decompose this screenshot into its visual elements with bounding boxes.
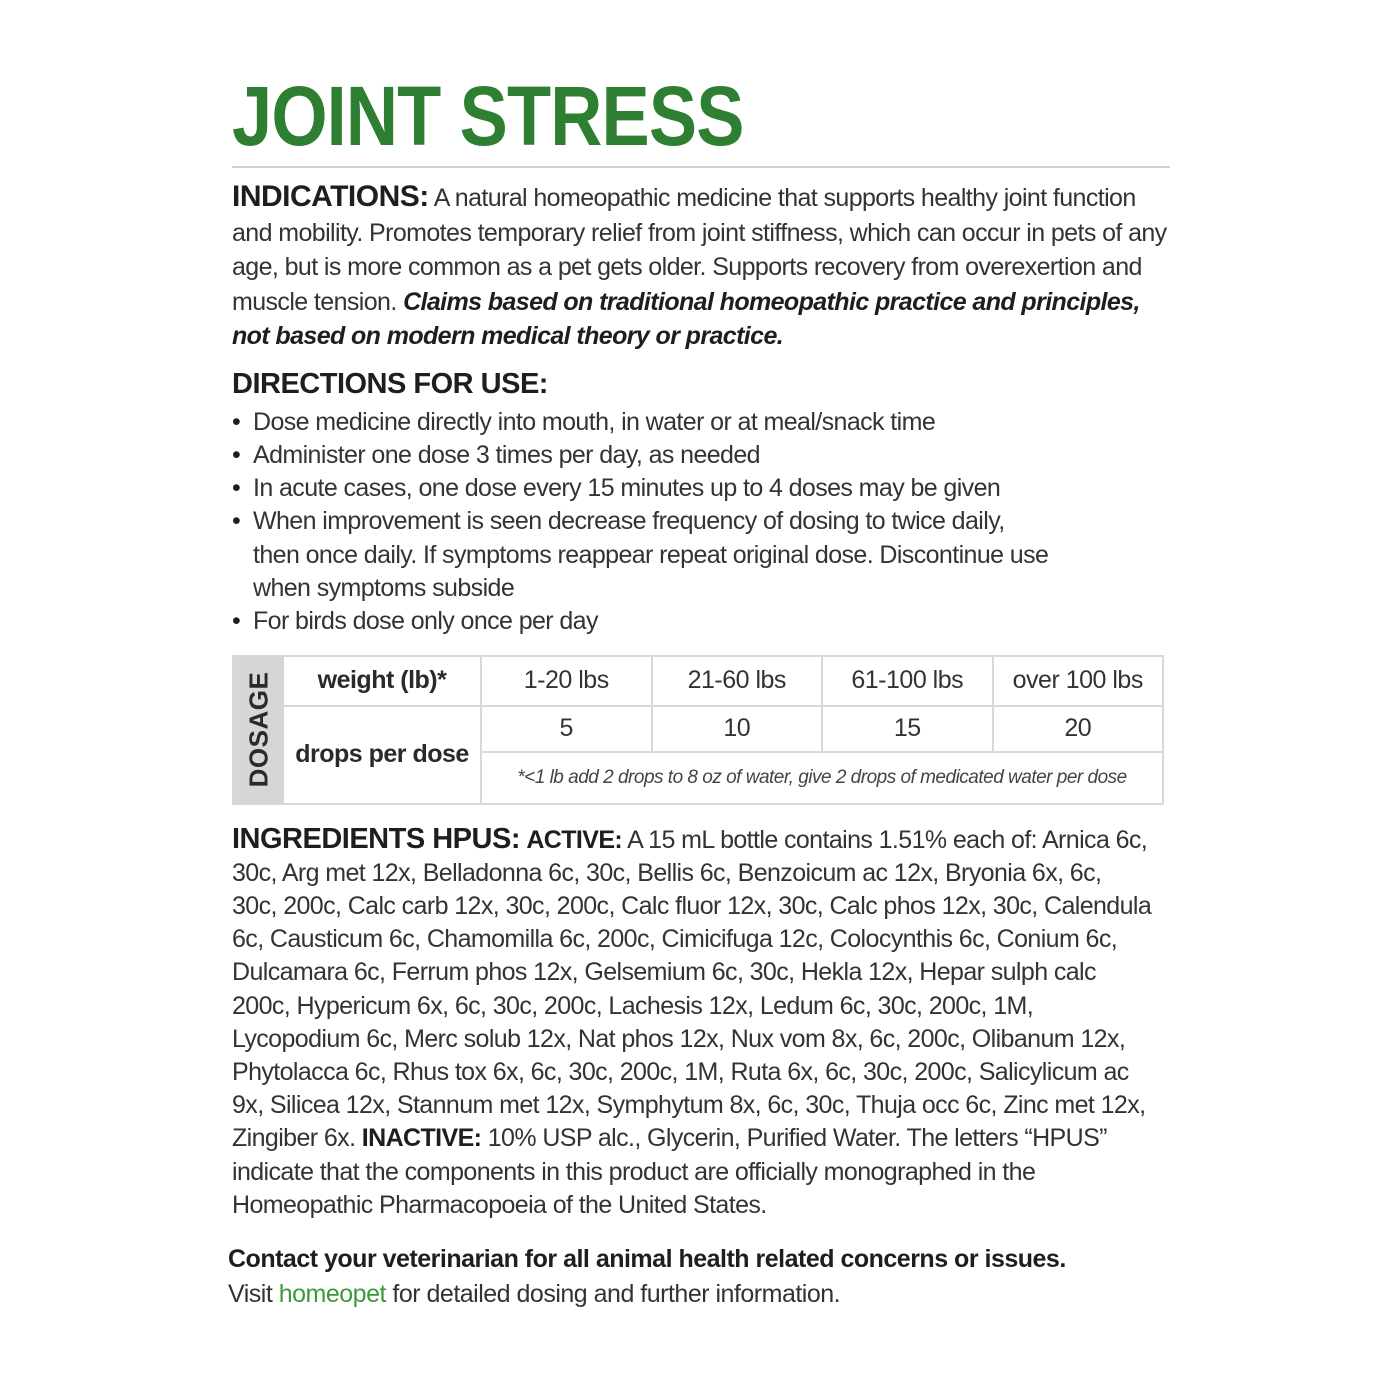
visit-suffix: for detailed dosing and further information.: [392, 1280, 841, 1309]
drops-cell: 15: [823, 707, 994, 751]
weight-row: [482, 657, 1162, 707]
dosage-footnote: *<1 lb add 2 drops to 8 oz of water, give 2 drops of medicated water per dose: [517, 766, 1127, 788]
indications-text: A natural homeopathic medicine that supports healthy joint function and mobility. Promotes temporary relief from joint stiffness, which can occur in pets of any age, but is more common as a pet gets older. Supports recovery from overexertion and muscle tension.: [232, 184, 1167, 316]
title-divider: [232, 166, 1170, 168]
contact-section: [228, 1242, 1188, 1312]
directions-heading: DIRECTIONS FOR USE:: [232, 367, 548, 400]
drops-cell: 10: [653, 707, 824, 751]
ingredients-heading: INGREDIENTS HPUS:: [232, 822, 520, 855]
drops-cell: 20: [1064, 714, 1092, 743]
dosage-side-text: DOSAGE: [243, 671, 274, 788]
weight-cell: 61-100 lbs: [823, 657, 994, 705]
dosage-side-label: [234, 657, 284, 803]
drops-cell: 5: [482, 707, 653, 751]
active-label: ACTIVE:: [526, 825, 623, 854]
inactive-ingredients-text: 10% USP alc., Glycerin, Purified Water. The letters “HPUS” indicate that the components in this product are officially monographed in the Homeopathic Pharmacopoeia of the United States.: [232, 1124, 1107, 1219]
weight-cell: over 100 lbs: [1012, 666, 1143, 695]
active-ingredients-text: A 15 mL bottle contains 1.51% each of: Arnica 6c, 30c, Arg met 12x, Belladonna 6c, 30c, Bellis 6c, Benzoicum ac 12x, Bryonia 6x, 6c, 30c, 200c, Calc carb 12x, 30c, 200c, Calc fluor 12x, 30c, Calc phos 12x, 30c, Calendula 6c, Causticum 6c, Chamomilla 6c, 200c, Cimicifuga 12c, Colocynthis 6c, Conium 6c, Dulcamara 6c, Ferrum phos 12x, Gelsemium 6c, 30c, Hekla 12x, Hepar sulph calc 200c, Hypericum 6x, 6c, 30c, 200c, Lachesis 12x, Ledum 6c, 30c, 200c, 1M, Lycopodium 6c, Merc solub 12x, Nat phos 12x, Nux vom 8x, 6c, 200c, Olibanum 12x, Phytolacca 6c, Rhus tox 6x, 6c, 30c, 200c, 1M, Ruta 6x, 6c, 30c, 200c, Salicylicum ac 9x, Silicea 12x, Stannum met 12x, Symphytum 8x, 6c, 30c, Thuja occ 6c, Zinc met 12x, Zingiber 6x.: [232, 825, 1152, 1153]
directions-item: • For birds dose only once per day: [232, 605, 1053, 638]
directions-item: • Dose medicine directly into mouth, in water or at meal/snack time: [232, 406, 1053, 439]
dosage-row-labels: [284, 657, 482, 803]
drops-label: drops per dose: [295, 740, 469, 769]
ingredients-section: [232, 823, 1152, 1222]
drops-row: [482, 707, 1162, 753]
product-title: JOINT STRESS: [232, 69, 744, 163]
indications-heading: INDICATIONS:: [232, 180, 429, 213]
dosage-table: [232, 655, 1164, 805]
contact-vet-text: Contact your veterinarian for all animal health related concerns or issues.: [228, 1245, 1066, 1274]
weight-cell: 1-20 lbs: [482, 657, 653, 705]
claims-disclaimer: Claims based on traditional homeopathic practice and principles, not based on modern medical theory or practice.: [232, 287, 1140, 350]
label-content: [228, 69, 1172, 1312]
weight-cell: 21-60 lbs: [653, 657, 824, 705]
indications-section: [232, 180, 1172, 354]
directions-item: • Administer one dose 3 times per day, as needed: [232, 439, 1053, 472]
visit-prefix: Visit: [228, 1280, 273, 1309]
weight-label: weight (lb)*: [284, 657, 480, 707]
inactive-label: INACTIVE:: [361, 1124, 482, 1153]
directions-list: [232, 406, 1172, 639]
dosage-grid: [482, 657, 1162, 803]
homeopet-link[interactable]: homeopet: [278, 1280, 386, 1309]
visit-line: [228, 1277, 1188, 1312]
directions-item: • When improvement is seen decrease frequency of dosing to twice daily, then once daily. If symptoms reappear repeat original dose. Discontinue use when symptoms subside: [232, 505, 1053, 605]
directions-item: • In acute cases, one dose every 15 minutes up to 4 doses may be given: [232, 472, 1053, 505]
